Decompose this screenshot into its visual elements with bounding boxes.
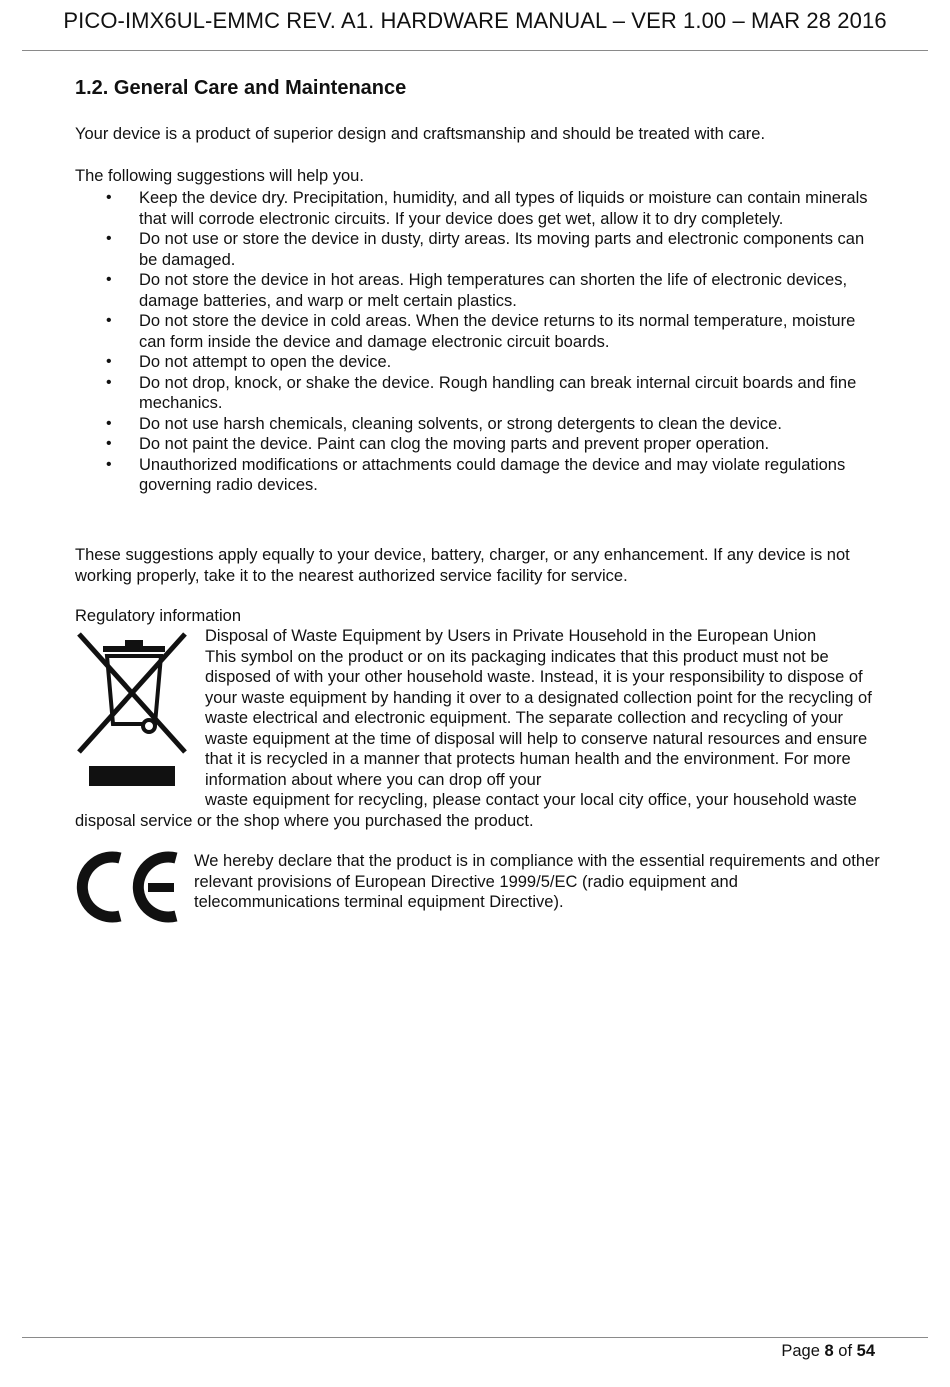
weee-body: This symbol on the product or on its packaging indicates that this product must not be disposed of with your other household waste. Instead, it is your responsibility to dispose of your waste equipment by handing it over to a designated collection point for the recycling of waste electrical and electronic equipment. The separate collection and recycling of your waste equipment at the time of disposal will help to conserve natural resources and ensure that it is recycled in a manner that protects human health and the environment. For more information about where you can drop off your <box>205 647 872 789</box>
page-label: Page <box>781 1342 820 1360</box>
ce-mark-icon <box>76 850 180 924</box>
suggestions-lead: The following suggestions will help you. <box>75 167 364 185</box>
total-pages: 54 <box>856 1342 875 1360</box>
weee-title: Disposal of Waste Equipment by Users in Private Household in the European Union <box>205 627 817 645</box>
page-number <box>781 1342 875 1361</box>
ce-declaration: We hereby declare that the product is in compliance with the essential requirements and other relevant provisions of European Directive 1999/5/EC (radio equipment and telecommunications terminal equipment Directive). <box>194 852 880 911</box>
list-item: • Do not use or store the device in dusty, dirty areas. Its moving parts and electronic components can be damaged. <box>75 229 875 270</box>
page-header: PICO-IMX6UL-EMMC REV. A1. HARDWARE MANUAL – VER 1.00 – MAR 28 2016 <box>63 8 887 33</box>
list-item: • Do not paint the device. Paint can clog the moving parts and prevent proper operation. <box>75 434 875 455</box>
list-item: • Keep the device dry. Precipitation, humidity, and all types of liquids or moisture can contain minerals that will corrode electronic circuits. If your device does get wet, allow it to dry completely. <box>75 188 875 229</box>
intro-paragraph: Your device is a product of superior design and craftsmanship and should be treated with care. <box>75 125 766 143</box>
closing-paragraph: These suggestions apply equally to your device, battery, charger, or any enhancement. If any device is not working properly, take it to the nearest authorized service facility for service. <box>75 546 850 585</box>
list-item: • Do not store the device in cold areas. When the device returns to its normal temperature, moisture can form inside the device and damage electronic circuit boards. <box>75 311 875 352</box>
care-suggestions-list <box>75 188 875 496</box>
list-item: • Do not attempt to open the device. <box>75 352 875 373</box>
list-item: • Do not drop, knock, or shake the device. Rough handling can break internal circuit boards and fine mechanics. <box>75 373 875 414</box>
footer-divider <box>22 1337 928 1338</box>
list-item: • Do not store the device in hot areas. High temperatures can shorten the life of electronic devices, damage batteries, and warp or melt certain plastics. <box>75 270 875 311</box>
of-label: of <box>838 1342 853 1360</box>
header-divider <box>22 50 928 51</box>
list-item: • Do not use harsh chemicals, cleaning solvents, or strong detergents to clean the device. <box>75 414 875 435</box>
regulatory-heading: Regulatory information <box>75 607 241 625</box>
current-page: 8 <box>824 1342 834 1360</box>
crossed-out-wheelie-bin-icon <box>75 628 205 792</box>
list-item: • Unauthorized modifications or attachments could damage the device and may violate regulations governing radio devices. <box>75 455 875 496</box>
weee-body-continued: waste equipment for recycling, please contact your local city office, your household waste disposal service or the shop where you purchased the product. <box>75 791 857 830</box>
section-title: 1.2. General Care and Maintenance <box>75 77 407 99</box>
weee-notice <box>75 626 885 831</box>
